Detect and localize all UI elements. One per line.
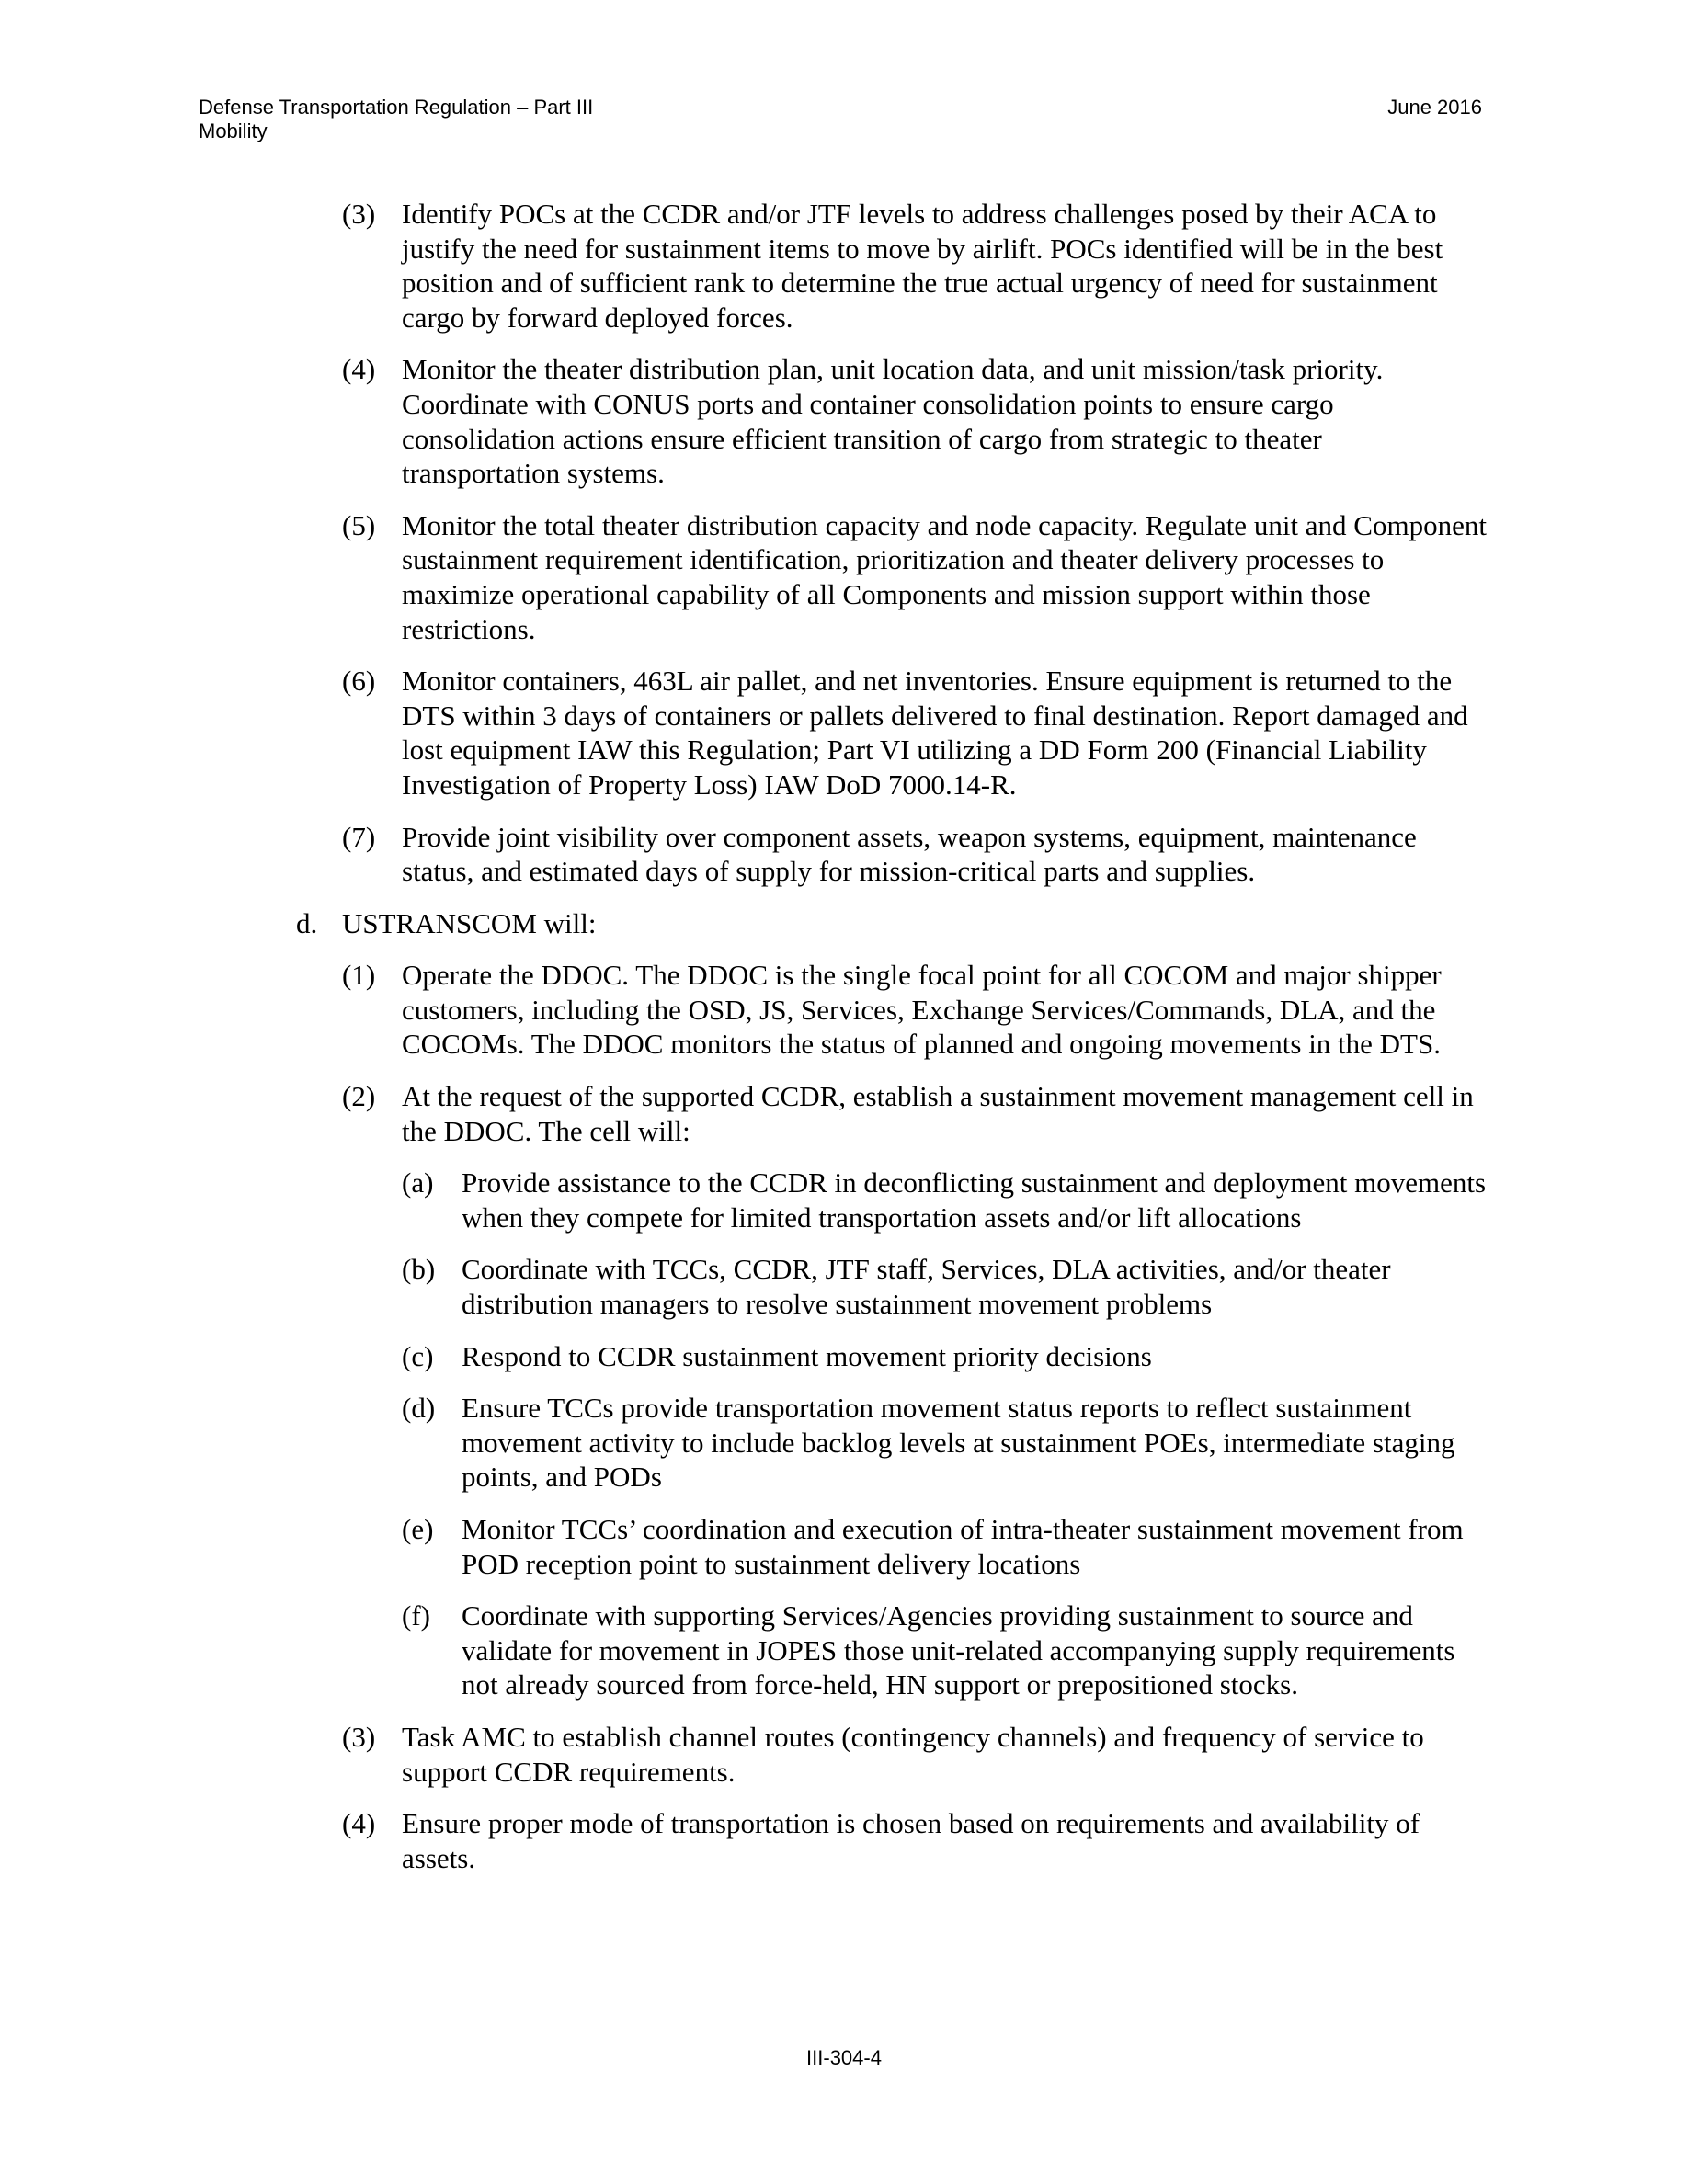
subitem-text: Respond to CCDR sustainment movement priority decisions xyxy=(462,1339,1152,1372)
subitem-letter: (e) xyxy=(402,1513,434,1545)
list-item xyxy=(0,1079,1688,1148)
item-text: Identify POCs at the CCDR and/or JTF levels to address challenges posed by their ACA to justify the need for sustainment items to move by airlift. POCs identified will be in the best position and of sufficient rank to determine the true actual urgency of need for sustainment cargo by forward deployed forces. xyxy=(402,198,1443,334)
subitem-letter: (f) xyxy=(402,1599,430,1632)
list-item xyxy=(0,197,1688,335)
list-item xyxy=(0,1720,1688,1789)
section-label: d. xyxy=(296,906,318,939)
list-item xyxy=(0,352,1688,490)
subitem-text: Coordinate with supporting Services/Agencies providing sustainment to source and validate for movement in JOPES those unit-related accompanying supply requirements not already sourced from force-held, HN support or prepositioned stocks. xyxy=(462,1599,1455,1701)
list-item xyxy=(0,664,1688,802)
section-heading xyxy=(0,906,1688,941)
page-header xyxy=(199,96,593,143)
item-number: (6) xyxy=(342,665,376,698)
item-number: (3) xyxy=(342,198,376,230)
sub-list-item xyxy=(0,1339,1688,1374)
item-number: (3) xyxy=(342,1720,376,1753)
sub-list-item xyxy=(0,1512,1688,1581)
subitem-letter: (b) xyxy=(402,1253,436,1286)
subitem-text: Provide assistance to the CCDR in deconflicting sustainment and deployment movements when they compete for limited transportation assets and/or lift allocations xyxy=(462,1166,1487,1234)
item-text: Task AMC to establish channel routes (contingency channels) and frequency of service to support CCDR requirements. xyxy=(402,1720,1424,1788)
item-number: (4) xyxy=(342,353,376,386)
item-number: (4) xyxy=(342,1807,376,1840)
list-item xyxy=(0,958,1688,1062)
document-body xyxy=(0,197,1688,1893)
item-number: (1) xyxy=(342,959,376,992)
item-number: (7) xyxy=(342,820,376,853)
item-text: Ensure proper mode of transportation is chosen based on requirements and availability of assets. xyxy=(402,1807,1420,1874)
header-subtitle: Mobility xyxy=(199,119,268,142)
page-number: III-304-4 xyxy=(806,2046,882,2069)
list-item xyxy=(0,1806,1688,1875)
section-text: USTRANSCOM will: xyxy=(342,906,597,939)
sub-list-item xyxy=(0,1391,1688,1495)
item-text: Monitor the total theater distribution capacity and node capacity. Regulate unit and Component sustainment requirement identification, prioritization and theater delivery processes to maximize operational capability of all Components and mission support within those restrictions. xyxy=(402,508,1487,645)
subitem-letter: (a) xyxy=(402,1166,434,1200)
item-text: Monitor containers, 463L air pallet, and net inventories. Ensure equipment is returned to the DTS within 3 days of containers or pallets delivered to final destination. Report damaged and lost equipment IAW this Regulation; Part VI utilizing a DD Form 200 (Financial Liability Investigation of Property Loss) IAW DoD 7000.14-R. xyxy=(402,665,1468,801)
subitem-letter: (d) xyxy=(402,1392,436,1425)
subitem-text: Coordinate with TCCs, CCDR, JTF staff, Services, DLA activities, and/or theater distribution managers to resolve sustainment movement problems xyxy=(462,1253,1391,1321)
item-number: (2) xyxy=(342,1080,376,1113)
sub-list-item xyxy=(0,1252,1688,1321)
item-text: Operate the DDOC. The DDOC is the single focal point for all COCOM and major shipper customers, including the OSD, JS, Services, Exchange Services/Commands, DLA, and the COCOMs. The DDOC monitors the status of planned and ongoing movements in the DTS. xyxy=(402,959,1442,1061)
subitem-letter: (c) xyxy=(402,1339,434,1372)
item-number: (5) xyxy=(342,508,376,541)
sub-list-item xyxy=(0,1598,1688,1702)
subitem-text: Monitor TCCs’ coordination and execution of intra-theater sustainment movement from POD reception point to sustainment delivery locations xyxy=(462,1513,1464,1580)
list-item xyxy=(0,820,1688,889)
header-title: Defense Transportation Regulation – Part III xyxy=(199,96,594,119)
item-text: At the request of the supported CCDR, establish a sustainment movement management cell in the DDOC. The cell will: xyxy=(402,1080,1474,1147)
item-text: Monitor the theater distribution plan, unit location data, and unit mission/task priority. Coordinate with CONUS ports and container consolidation points to ensure cargo consolidation actions ensure efficient transition of cargo from strategic to theater transportation systems. xyxy=(402,353,1384,490)
list-item xyxy=(0,508,1688,646)
item-text: Provide joint visibility over component assets, weapon systems, equipment, maintenance status, and estimated days of supply for mission-critical parts and supplies. xyxy=(402,820,1417,888)
sub-list-item xyxy=(0,1166,1688,1234)
subitem-text: Ensure TCCs provide transportation movement status reports to reflect sustainment movement activity to include backlog levels at sustainment POEs, intermediate staging points, and PODs xyxy=(462,1392,1455,1494)
header-date: June 2016 xyxy=(1387,96,1482,119)
